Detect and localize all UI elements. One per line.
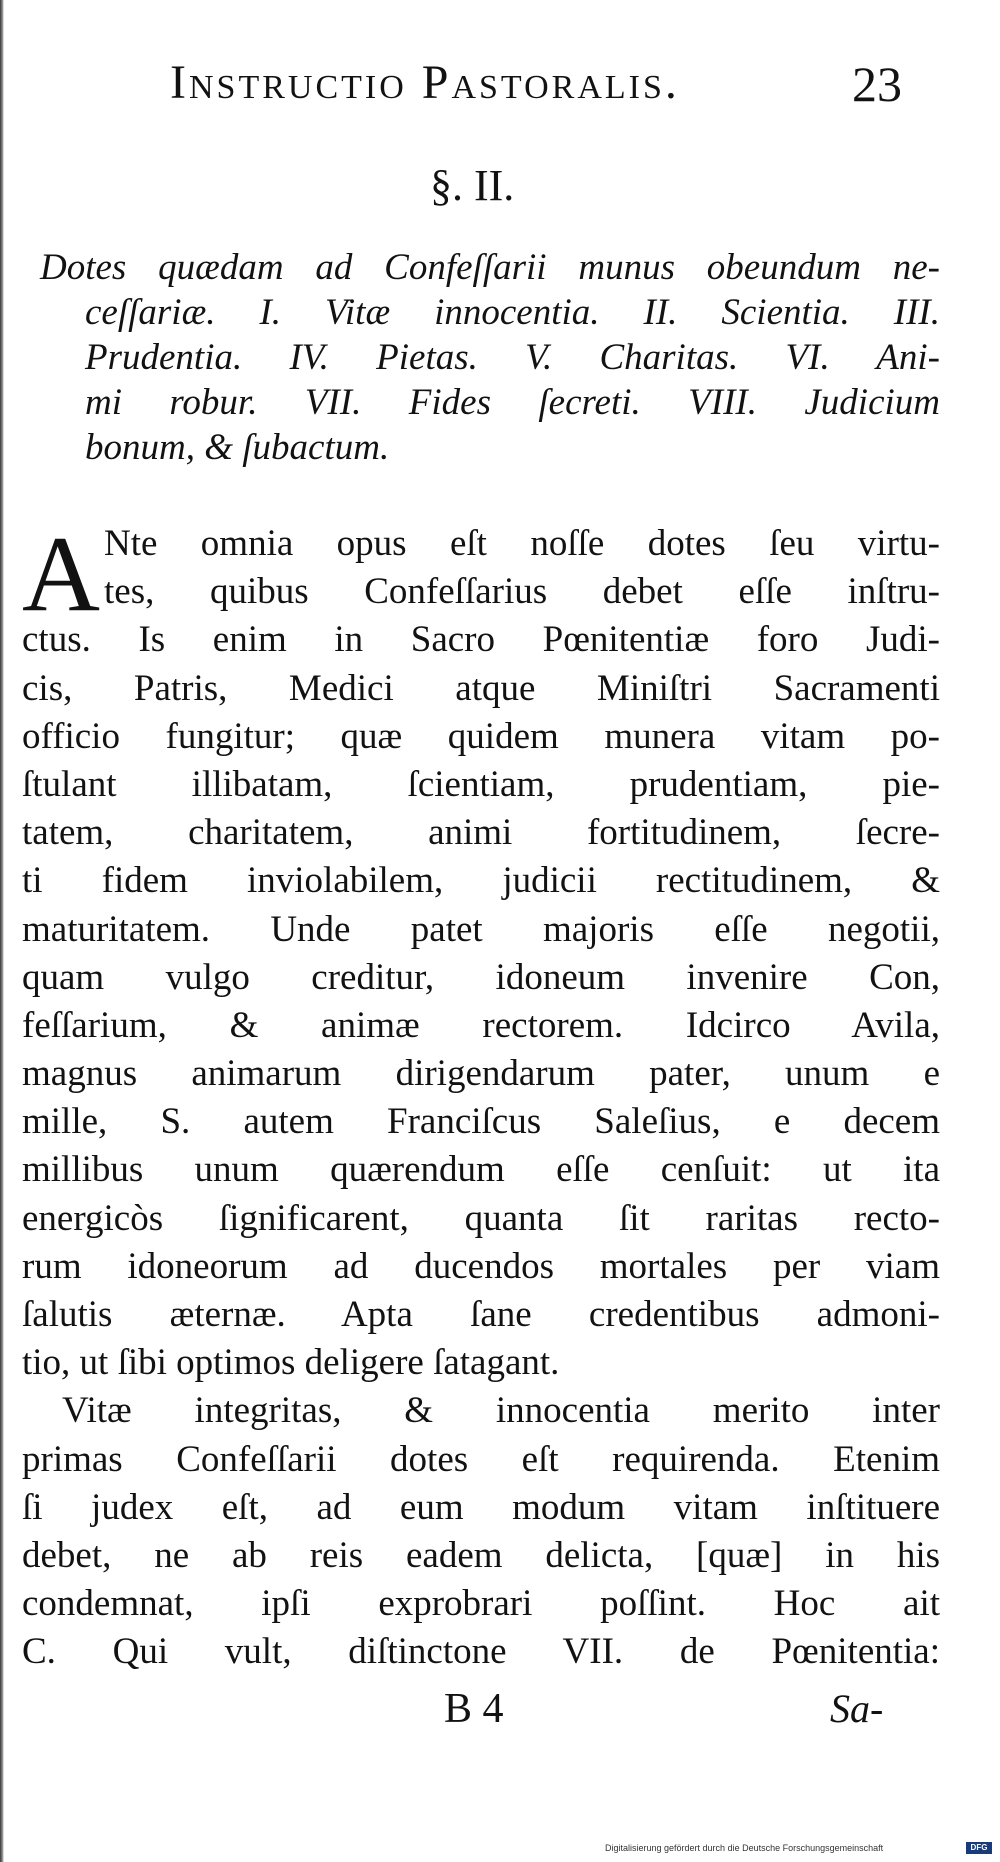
page-number: 23 bbox=[852, 56, 902, 112]
signature-mark: B 4 bbox=[444, 1686, 504, 1732]
text-line: Vitæ integritas, & innocentia merito inter bbox=[62, 1390, 940, 1432]
text-line: ſalutis æternæ. Apta ſane credentibus admoni- bbox=[22, 1294, 940, 1335]
summary-line: mi robur. VII. Fides ſecreti. VIII. Judicium bbox=[85, 382, 940, 423]
text-line: ſtulant illibatam, ſcientiam, prudentiam, pie- bbox=[22, 763, 940, 805]
text-line: ti fidem inviolabilem, judicii rectitudinem, & bbox=[22, 860, 940, 902]
section-summary bbox=[40, 245, 940, 470]
running-head: Instructio Pastoralis. bbox=[170, 56, 680, 109]
text-line: maturitatem. Unde patet majoris eſſe negotii, bbox=[22, 908, 940, 950]
text-line: quam vulgo creditur, idoneum invenire Con, bbox=[22, 956, 940, 998]
catchword: Sa- bbox=[830, 1686, 884, 1731]
summary-line: ceſſariæ. I. Vitæ innocentia. II. Scientia. III. bbox=[85, 292, 940, 333]
text-line: tes, quibus Confeſſarius debet eſſe inſtru- bbox=[104, 571, 940, 613]
text-line: condemnat, ipſi exprobrari poſſint. Hoc ait bbox=[22, 1583, 940, 1625]
text-line: cis, Patris, Medici atque Miniſtri Sacramenti bbox=[22, 667, 940, 709]
text-line: ſi judex eſt, ad eum modum vitam inſtituere bbox=[22, 1486, 940, 1528]
text-line: mille, S. autem Franciſcus Saleſius, e decem bbox=[22, 1101, 940, 1143]
text-line: Nte omnia opus eſt noſſe dotes ſeu virtu- bbox=[104, 523, 940, 564]
drop-cap: A bbox=[22, 515, 100, 634]
page-footer bbox=[0, 1685, 1000, 1745]
text-line: energicòs ſignificarent, quanta ſit raritas recto- bbox=[22, 1197, 940, 1239]
page-header bbox=[0, 55, 1000, 125]
summary-line: Dotes quædam ad Confeſſarii munus obeundum ne- bbox=[40, 247, 940, 288]
body-text bbox=[22, 515, 940, 1677]
binding-edge bbox=[0, 0, 4, 1862]
digitization-credit: Digitalisierung gefördert durch die Deutsche Forschungsgemeinschaft bbox=[605, 1843, 884, 1853]
dfg-logo: DFG bbox=[966, 1842, 992, 1854]
text-line: tatem, charitatem, animi fortitudinem, ſecre- bbox=[22, 812, 940, 854]
text-line: magnus animarum dirigendarum pater, unum e bbox=[22, 1053, 940, 1095]
text-line: rum idoneorum ad ducendos mortales per viam bbox=[22, 1245, 940, 1287]
section-heading: §. II. bbox=[430, 161, 515, 210]
text-line: primas Confeſſarii dotes eſt requirenda. Etenim bbox=[22, 1438, 940, 1480]
text-line: officio fungitur; quæ quidem munera vitam po- bbox=[22, 715, 940, 757]
summary-line: bonum, & ſubactum. bbox=[85, 427, 390, 468]
text-line: tio, ut ſibi optimos deligere ſatagant. bbox=[22, 1342, 560, 1384]
summary-line: Prudentia. IV. Pietas. V. Charitas. VI. Ani- bbox=[85, 337, 940, 378]
text-line: feſſarium, & animæ rectorem. Idcirco Avila, bbox=[22, 1004, 940, 1046]
text-line: debet, ne ab reis eadem delicta, [quæ] in his bbox=[22, 1534, 940, 1576]
text-line: ctus. Is enim in Sacro Pœnitentiæ foro Judi- bbox=[22, 619, 940, 661]
text-line: C. Qui vult, diſtinctone VII. de Pœnitentia: bbox=[22, 1631, 940, 1673]
text-line: millibus unum quærendum eſſe cenſuit: ut ita bbox=[22, 1149, 940, 1191]
